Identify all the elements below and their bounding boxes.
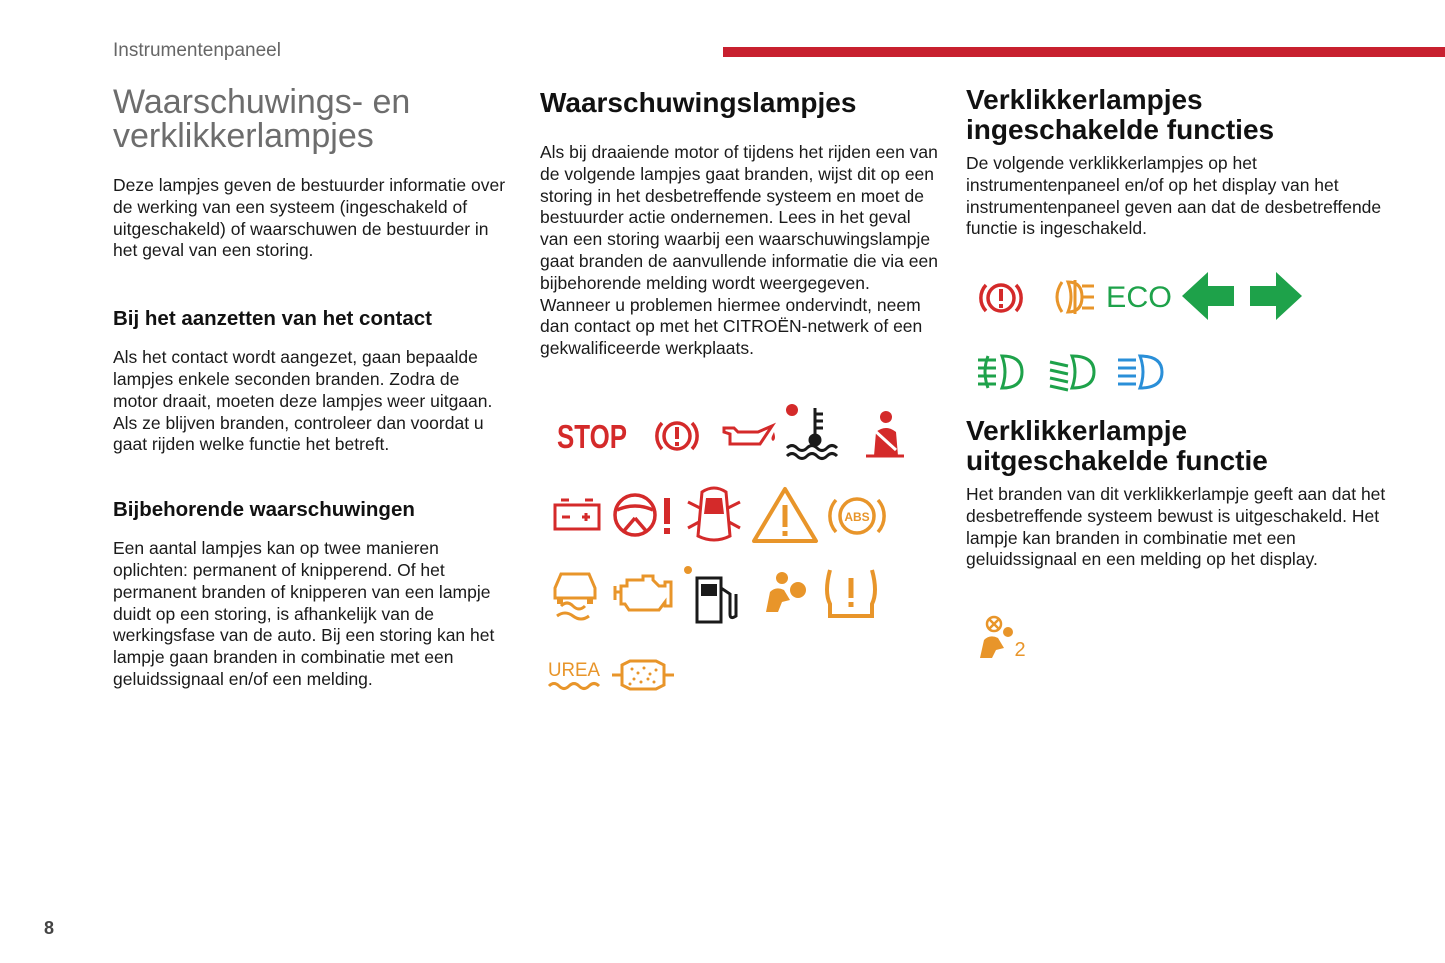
seatbelt-icon [862,410,908,460]
hazard-warning-icon [750,485,820,545]
intro-text: Deze lampjes geven de bestuurder informatie over de werking van een systeem (ingeschakeld of uitgeschakeld) of waarschuwen de bestuurder in het geval van een storing. [113,175,506,261]
indicator-off-title: Verklikkerlampje uitgeschakelde functie [966,415,1268,476]
steering-warning-icon [611,490,677,540]
parking-brake-icon [976,276,1026,320]
airbag-warning-icon [760,570,808,616]
passenger-airbag-off-icon [974,614,1030,660]
contact-heading: Bij het aanzetten van het contact [113,307,432,331]
svg-text:ABS: ABS [844,510,870,524]
header-bar [723,47,1445,57]
engine-check-icon [613,570,675,618]
eco-icon [1104,278,1174,314]
oil-pressure-icon [720,418,778,452]
turn-right-indicator-icon [1248,270,1304,322]
particle-filter-icon [610,657,676,693]
page-title: Waarschuwings- en verklikkerlampjes [113,83,411,155]
column-indicator-lamps [966,85,1386,240]
indicator-off-text: Het branden van dit verklikkerlampje geeft aan dat het desbetreffende systeem bewust is uitgeschakeld. Het lampje kan branden in combinatie met een geluidssignaal en een melding op het display. [966,484,1386,570]
warning-lamps-text: Als bij draaiende motor of tijdens het rijden een van de volgende lampjes gaat branden, wijst dit op een storing in het desbetreffende systeem en moet de bestuurder actie ondernemen. Lees in het geval van een storing waarbij een waarschuwingslampje gaat branden de aanvullende informatie die via een bijbehorende melding wordt weergegeven. Wanneer u problemen hiermee ondervindt, neem dan contact op met het CITROËN-netwerk of een gekwalificeerde werkplaats. [540,142,938,359]
rear-fog-light-icon [1048,276,1096,318]
column-warning-lamps [540,88,940,360]
abs-icon [826,490,888,542]
door-open-icon [686,484,742,546]
turn-left-indicator-icon [1180,270,1236,322]
indicators-on-text: De volgende verklikkerlampjes op het instrumentenpaneel en/of op het display van het instrumentenpaneel geven aan dat de desbetreffende functie is ingeschakeld. [966,153,1382,239]
main-beam-icon [1114,352,1166,392]
section-label: Instrumentenpaneel [113,40,281,61]
svg-text:UREA: UREA [548,660,601,681]
svg-text:STOP: STOP [557,418,627,455]
dipped-beam-icon [1046,352,1098,392]
fuel-level-icon [682,564,746,626]
urea-icon [546,656,602,696]
stop-icon [554,414,630,458]
page-number: 8 [44,918,55,938]
column-intro [113,85,508,691]
brake-warning-icon [652,414,702,458]
stability-control-icon [547,566,603,622]
warnings-text: Een aantal lampjes kan op twee manieren oplichten: permanent of knipperend. Of het permanent branden of knipperen van een lampje duidt op een storing, is afhankelijk van de werkingsfase van de auto. Bij een storing kan het lampje gaan branden in combinatie met een geluidssignaal en/of een melding. [113,538,495,689]
battery-icon [552,497,602,533]
svg-text:2: 2 [1014,639,1026,661]
coolant-temperature-icon [783,402,843,462]
front-fog-light-icon [974,352,1026,392]
contact-text: Als het contact wordt aangezet, gaan bepaalde lampjes enkele seconden branden. Zodra de motor draait, moeten deze lampjes weer uitgaan. Als ze blijven branden, controleer dan voordat u gaat rijden welke functie het betreft. [113,347,493,455]
indicators-on-title: Verklikkerlampjes ingeschakelde functies [966,84,1275,145]
warnings-heading: Bijbehorende waarschuwingen [113,498,415,522]
tyre-pressure-icon [820,564,882,622]
column-indicator-off [966,416,1386,571]
warning-lamps-title: Waarschuwingslampjes [540,87,857,118]
svg-text:ECO: ECO [1106,281,1172,314]
